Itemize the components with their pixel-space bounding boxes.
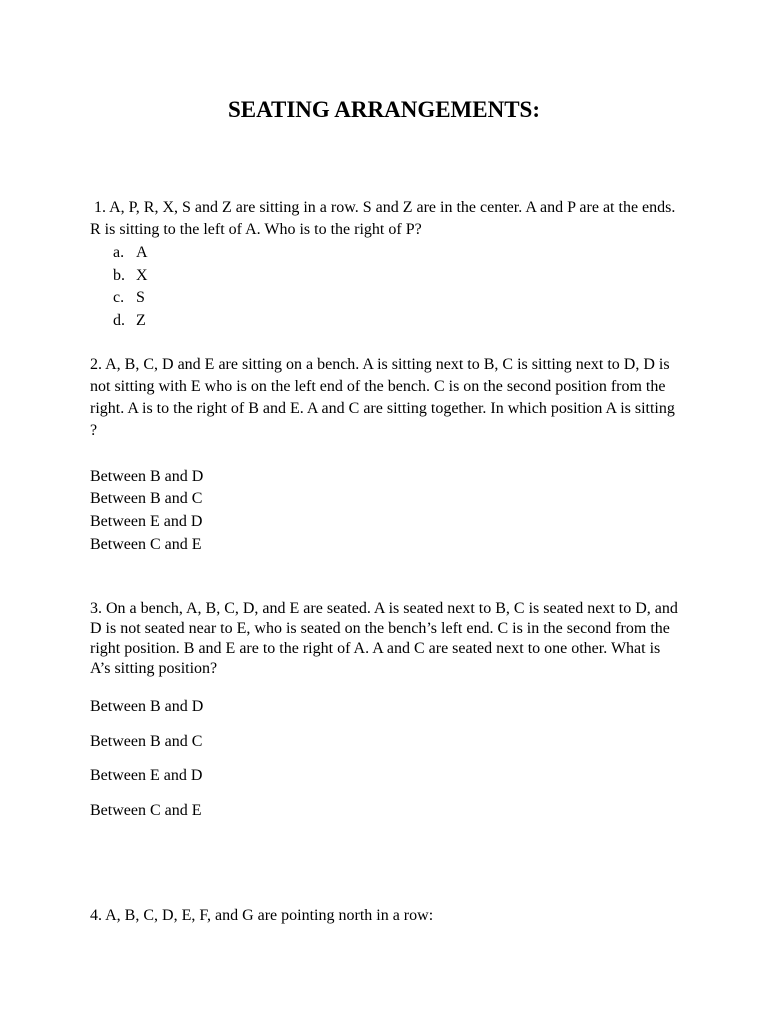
question-2-option: Between E and D (90, 513, 203, 530)
question-1-options (113, 242, 148, 332)
question-3-option: Between C and E (90, 802, 202, 819)
option-text: X (136, 266, 148, 284)
page-title: SEATING ARRANGEMENTS: (227, 97, 541, 122)
option-d (113, 310, 148, 333)
option-letter: c. (113, 289, 125, 306)
question-2-option: Between B and D (90, 468, 204, 485)
option-text: A (136, 244, 148, 261)
question-3-option: Between B and C (90, 733, 203, 750)
option-text: Z (136, 311, 146, 329)
option-text: S (136, 289, 145, 306)
question-4-text: 4. A, B, C, D, E, F, and G are pointing north in a row: (90, 907, 434, 924)
question-2-option: Between B and C (90, 490, 203, 507)
question-1-text: 1. A, P, R, X, S and Z are sitting in a row. S and Z are in the center. A and P are at the ends. R is sitting to the left of A. Who is to the right of P? (90, 199, 680, 238)
question-2-text: 2. A, B, C, D and E are sitting on a bench. A is sitting next to B, C is sitting next to D, D is not sitting with E who is on the left end of the bench. C is on the second position from the right. A is to the right of B and E. A and C are sitting together. In which position A is sitting ? (90, 356, 675, 439)
option-c (113, 287, 148, 310)
option-letter: a. (113, 244, 125, 261)
option-a (113, 242, 148, 265)
question-3-text: 3. On a bench, A, B, C, D, and E are seated. A is seated next to B, C is seated next to D, and D is not seated near to E, who is seated on the bench’s left end. C is in the second from the right position. B and E are to the right of A. A and C are seated next to one other. What is A’s sitting position? (90, 600, 678, 677)
option-letter: b. (113, 266, 125, 284)
question-3-option: Between E and D (90, 767, 203, 784)
option-letter: d. (113, 311, 125, 329)
question-3-option: Between B and D (90, 698, 204, 715)
option-b (113, 265, 148, 288)
question-2-option: Between C and E (90, 536, 202, 553)
